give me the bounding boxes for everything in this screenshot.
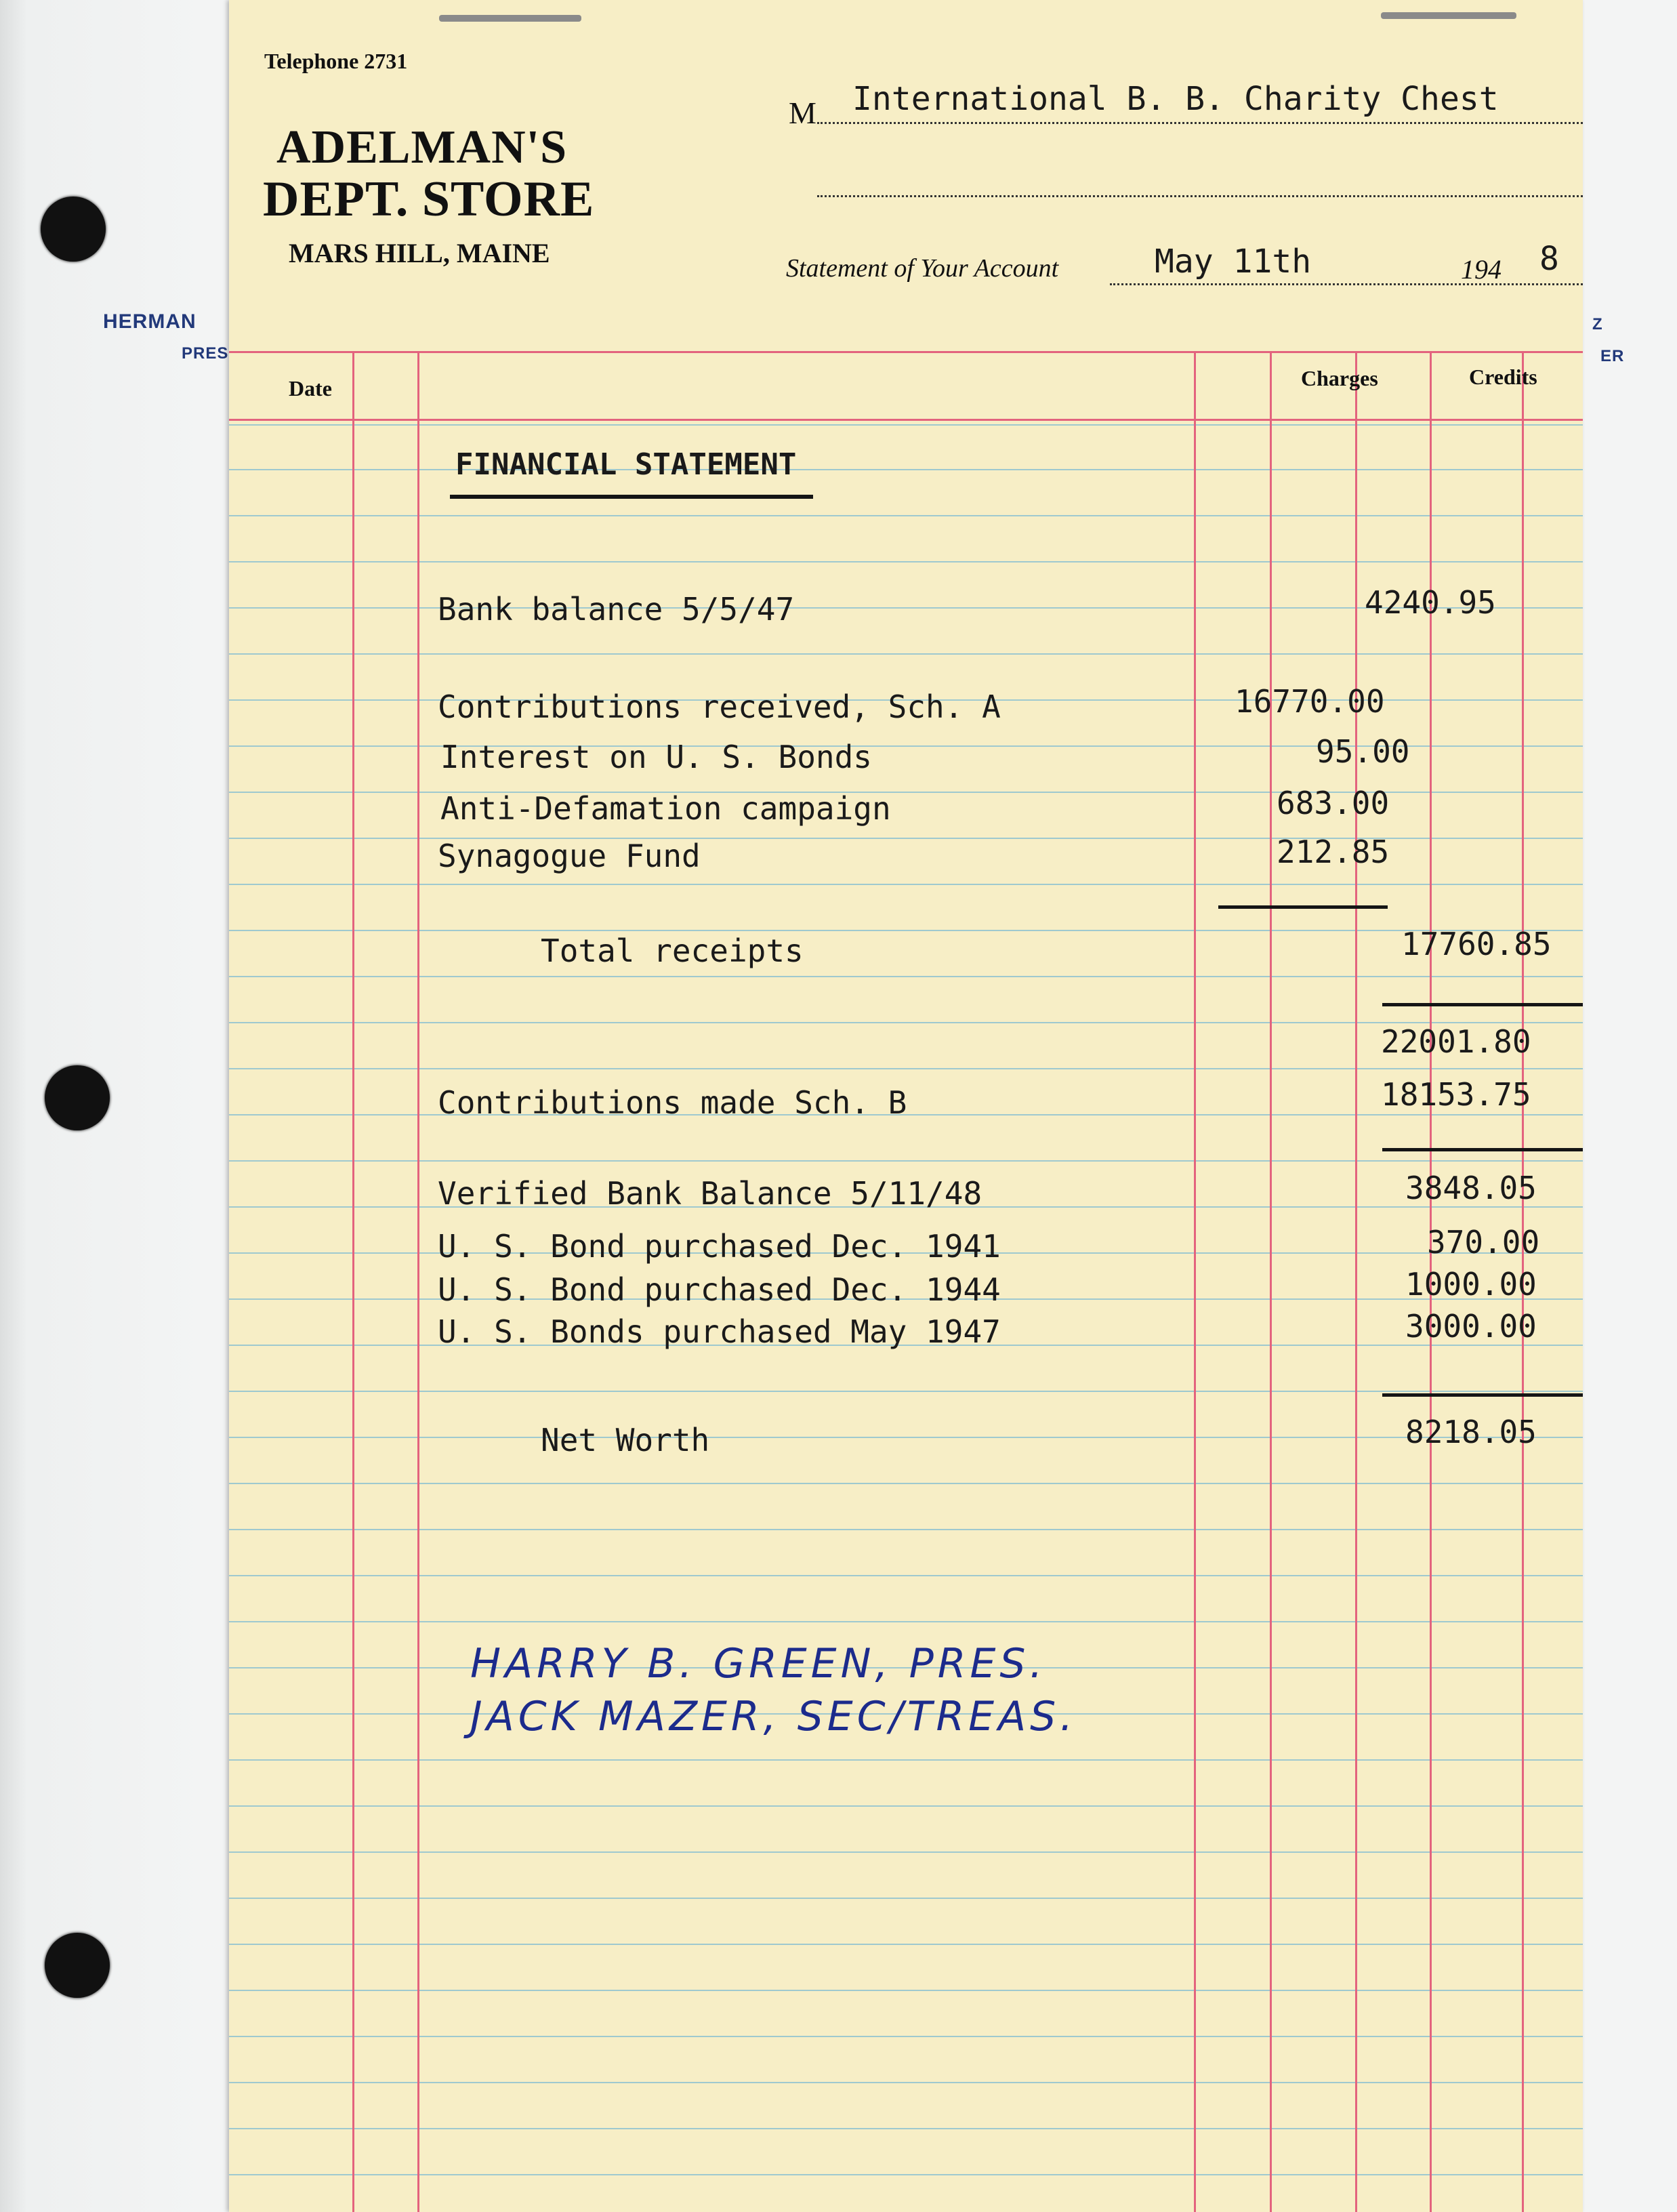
ruled-line [229, 2082, 1583, 2083]
row-charge: 95.00 [1316, 733, 1410, 770]
charges-sum-line [1218, 905, 1388, 909]
ruled-line [229, 653, 1583, 655]
ruled-line [229, 1022, 1583, 1023]
description-right-line [1194, 352, 1196, 2212]
row-credit: 4240.95 [1365, 584, 1496, 621]
statement-label: Statement of Your Account [786, 254, 1059, 283]
store-name-line1: ADELMAN'S [276, 121, 568, 173]
row-label: U. S. Bond purchased Dec. 1941 [438, 1228, 1001, 1265]
ruled-line [229, 2128, 1583, 2129]
date-column-line [352, 352, 354, 2212]
date-column-line-2 [417, 352, 419, 2212]
charges-left-line [1270, 352, 1272, 2212]
statement-title: FINANCIAL STATEMENT [455, 447, 797, 482]
binder-hole-middle [45, 1065, 110, 1130]
row-label: Bank balance 5/5/47 [438, 591, 795, 628]
credits-sum-line [1382, 1003, 1583, 1006]
staple-left [439, 15, 581, 22]
ruled-line [229, 1805, 1583, 1807]
row-charge: 212.85 [1277, 834, 1390, 870]
row-credit: 17760.85 [1401, 926, 1552, 962]
ruled-line [229, 1529, 1583, 1530]
column-header-charges: Charges [1301, 366, 1378, 390]
ruled-line [229, 1483, 1583, 1484]
ruled-line [229, 1898, 1583, 1899]
ruled-line [229, 1391, 1583, 1392]
row-label: Net Worth [541, 1422, 710, 1458]
ruled-line [229, 1621, 1583, 1622]
credits-sum-line-2 [1382, 1148, 1583, 1151]
ruled-line [229, 1990, 1583, 1991]
ruled-line [229, 561, 1583, 562]
account-recipient: International B. B. Charity Chest [852, 80, 1499, 118]
header-top-rule [229, 351, 1583, 353]
header-bottom-rule [229, 419, 1583, 421]
title-underline [450, 495, 813, 499]
account-date: May 11th [1155, 243, 1312, 281]
ruled-line [229, 930, 1583, 931]
ruled-line [229, 1575, 1583, 1576]
row-label: Anti-Defamation campaign [440, 790, 891, 827]
date-dotted-line [1110, 283, 1583, 285]
under-sheet-title-left: PRES [182, 344, 229, 363]
ruled-line [229, 424, 1583, 426]
ruled-line [229, 976, 1583, 977]
row-label: Synagogue Fund [438, 838, 701, 874]
ruled-line [229, 1944, 1583, 1945]
ruled-line [229, 1851, 1583, 1853]
statement-sheet [229, 0, 1583, 2212]
store-location: MARS HILL, MAINE [289, 238, 550, 268]
credits-sum-line-3 [1382, 1393, 1583, 1397]
column-header-date: Date [289, 376, 332, 401]
ruled-line [229, 469, 1583, 470]
telephone: Telephone 2731 [264, 49, 408, 73]
row-label: Verified Bank Balance 5/11/48 [438, 1175, 982, 1212]
store-name-line2: DEPT. STORE [263, 171, 595, 227]
under-sheet-title-right: ER [1600, 347, 1625, 365]
ruled-line [229, 1759, 1583, 1761]
row-credit: 3000.00 [1405, 1308, 1537, 1345]
binder-hole-bottom [45, 1933, 110, 1998]
row-label: Contributions received, Sch. A [438, 689, 1001, 725]
row-label: U. S. Bond purchased Dec. 1944 [438, 1271, 1001, 1308]
under-sheet-name-right: Z [1592, 315, 1603, 333]
row-charge: 16770.00 [1235, 683, 1385, 720]
ruled-line [229, 515, 1583, 516]
charges-cents-line [1355, 352, 1357, 2212]
row-credit: 22001.80 [1381, 1023, 1531, 1060]
ruled-line [229, 2174, 1583, 2175]
under-sheet-name-left: HERMAN [103, 310, 196, 333]
ruled-line [229, 1437, 1583, 1438]
row-charge: 683.00 [1277, 785, 1390, 821]
row-credit: 18153.75 [1381, 1076, 1531, 1113]
year-suffix: 8 [1539, 240, 1559, 278]
recipient-dotted-line [817, 122, 1583, 124]
row-label: Total receipts [541, 933, 804, 969]
row-credit: 1000.00 [1405, 1266, 1537, 1303]
row-credit: 370.00 [1427, 1224, 1540, 1261]
row-credit: 3848.05 [1405, 1170, 1537, 1206]
ruled-line [229, 2036, 1583, 2037]
ruled-line [229, 884, 1583, 885]
column-header-credits: Credits [1469, 365, 1537, 389]
staple-right [1381, 12, 1516, 19]
signature-secretary-treasurer: JACK MAZER, SEC/TREAS. [470, 1693, 1077, 1740]
signature-president: HARRY B. GREEN, PRES. [470, 1640, 1047, 1687]
year-prefix: 194 [1461, 254, 1502, 285]
second-dotted-line [817, 195, 1583, 197]
row-label: Contributions made Sch. B [438, 1084, 907, 1121]
binder-hole-top [41, 197, 106, 262]
ruled-line [229, 1068, 1583, 1069]
ruled-line [229, 1160, 1583, 1162]
account-m-prefix: M [789, 96, 816, 130]
row-credit: 8218.05 [1405, 1414, 1537, 1450]
row-label: U. S. Bonds purchased May 1947 [438, 1313, 1001, 1350]
row-label: Interest on U. S. Bonds [440, 739, 872, 775]
